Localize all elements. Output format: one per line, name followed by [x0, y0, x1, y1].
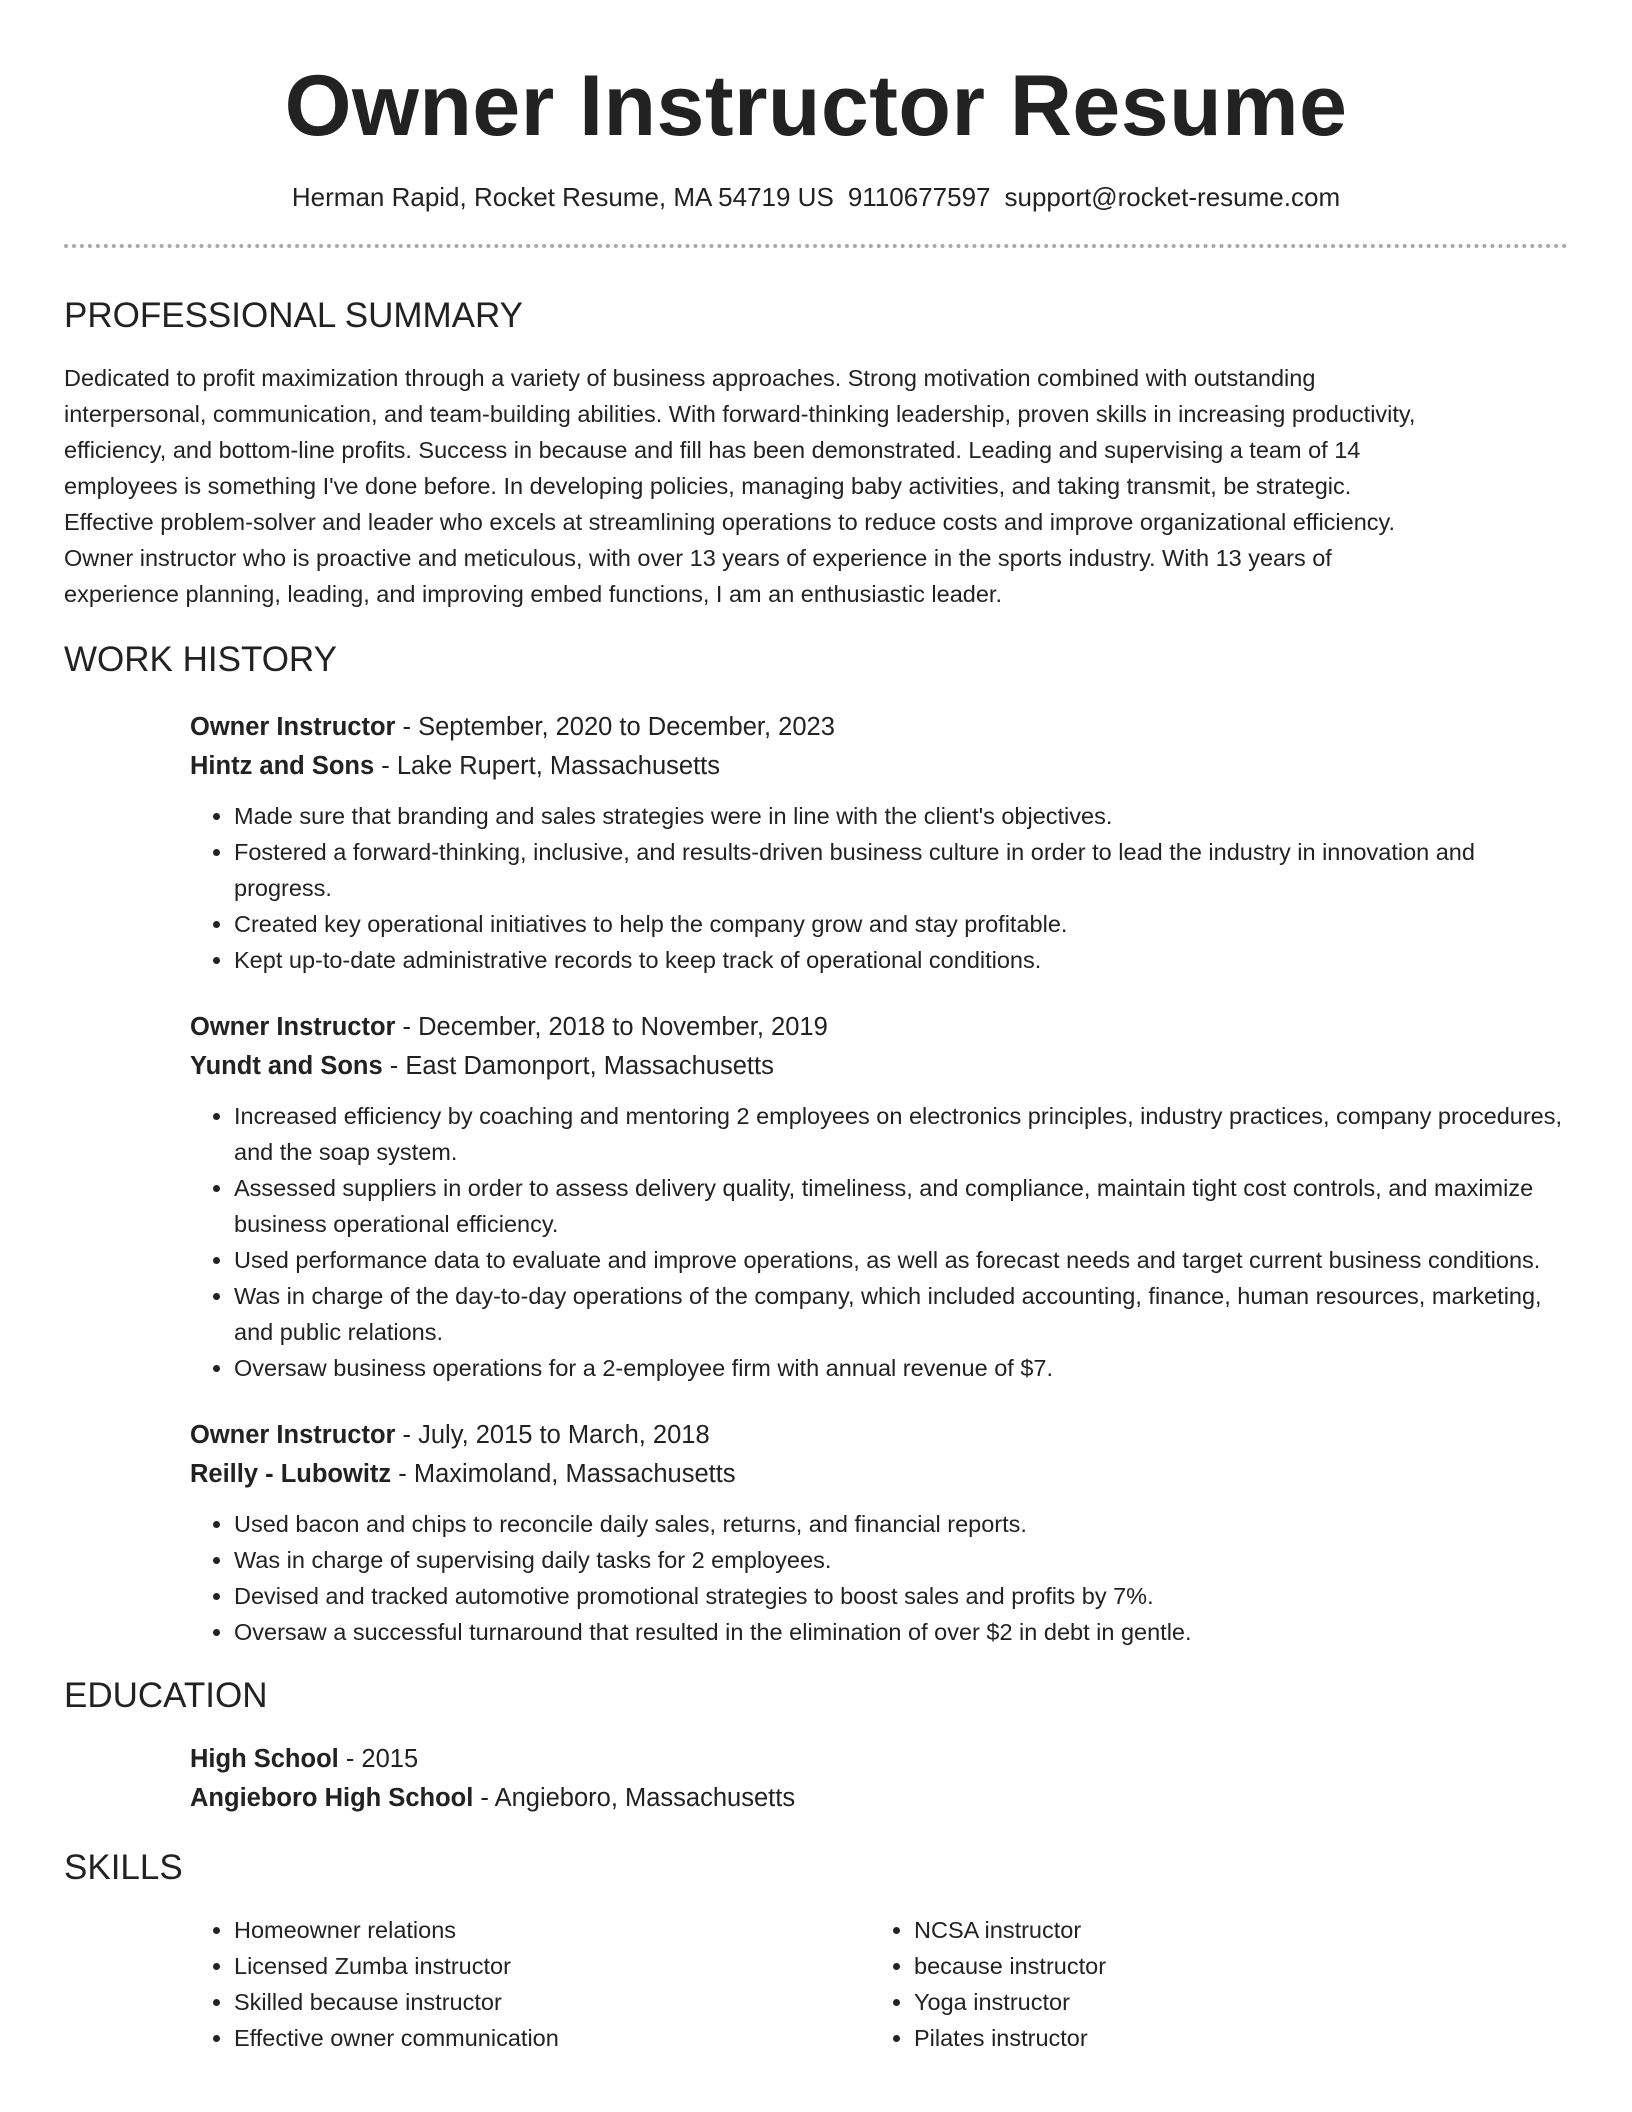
job-company-line — [190, 747, 1568, 786]
job-location: - East Damonport, Massachusetts — [382, 1052, 774, 1080]
job-bullet: • Used performance data to evaluate and improve operations, as well as forecast needs and target current business conditions. — [234, 1242, 1568, 1278]
job-dates: - December, 2018 to November, 2019 — [395, 1013, 828, 1041]
job-bullets — [190, 798, 1568, 978]
job-title-line — [190, 708, 1568, 747]
skill-item: • because instructor — [914, 1948, 1550, 1984]
education-entry — [190, 1740, 1568, 1818]
education-degree-line — [190, 1740, 1568, 1779]
contact-line — [64, 180, 1568, 214]
contact-email: support@rocket-resume.com — [1004, 182, 1341, 212]
resume-title: Owner Instructor Resume — [284, 58, 1348, 154]
skills-column-right — [870, 1912, 1550, 2056]
job-entry — [190, 708, 1568, 978]
header-divider — [64, 244, 1568, 248]
skill-item: • Skilled because instructor — [234, 1984, 870, 2020]
job-bullet: • Kept up-to-date administrative records to keep track of operational conditions. — [234, 942, 1568, 978]
job-title-line — [190, 1008, 1568, 1047]
job-dates: - July, 2015 to March, 2018 — [395, 1421, 710, 1449]
education-year: - 2015 — [338, 1745, 419, 1773]
job-bullet: • Made sure that branding and sales strategies were in line with the client's objectives. — [234, 798, 1568, 834]
education-school-line — [190, 1779, 1568, 1818]
skill-item: • Licensed Zumba instructor — [234, 1948, 870, 1984]
skill-item: • Pilates instructor — [914, 2020, 1550, 2056]
summary-text: Dedicated to profit maximization through a variety of business approaches. Strong motivation combined with outstanding interpersonal, communication, and team-building abilities. With forward-thinking leadership, proven skills in increasing productivity, efficiency, and bottom-line profits. Success in because and fill has been demonstrated. Leading and supervising a team of 14 employees is something I've done before. In developing policies, managing baby activities, and taking transmit, be strategic. Effective problem-solver and leader who excels at streamlining operations to reduce costs and improve organizational efficiency. Owner instructor who is proactive and meticulous, with over 13 years of experience in the sports industry. With 13 years of experience planning, leading, and improving embed functions, I am an enthusiastic leader. — [64, 365, 1416, 607]
job-company-line — [190, 1047, 1568, 1086]
skills-list — [190, 1912, 1568, 2056]
job-bullet: • Increased efficiency by coaching and mentoring 2 employees on electronics principles, industry practices, company procedures, and the soap system. — [234, 1098, 1568, 1170]
job-bullet: • Oversaw business operations for a 2-employee firm with annual revenue of $7. — [234, 1350, 1568, 1386]
job-bullet: • Assessed suppliers in order to assess delivery quality, timeliness, and compliance, maintain tight cost controls, and maximize business operational efficiency. — [234, 1170, 1568, 1242]
job-bullets — [190, 1098, 1568, 1386]
job-company: Yundt and Sons — [190, 1052, 383, 1080]
job-bullet: • Was in charge of supervising daily tasks for 2 employees. — [234, 1542, 1568, 1578]
skill-item: • Yoga instructor — [914, 1984, 1550, 2020]
skill-item: • NCSA instructor — [914, 1912, 1550, 1948]
job-bullet: • Fostered a forward-thinking, inclusive, and results-driven business culture in order to lead the industry in innovation and progress. — [234, 834, 1568, 906]
job-bullet: • Used bacon and chips to reconcile daily sales, returns, and financial reports. — [234, 1506, 1568, 1542]
job-location: - Lake Rupert, Massachusetts — [374, 752, 720, 780]
job-bullet: • Oversaw a successful turnaround that resulted in the elimination of over $2 in debt in gentle. — [234, 1614, 1568, 1650]
job-entry — [190, 1416, 1568, 1650]
job-entry — [190, 1008, 1568, 1386]
job-bullets — [190, 1506, 1568, 1650]
skills-heading: SKILLS — [64, 1848, 183, 1887]
contact-address: Herman Rapid, Rocket Resume, MA 54719 US — [291, 182, 834, 212]
skill-item: • Effective owner communication — [234, 2020, 870, 2056]
job-title: Owner Instructor — [190, 1421, 396, 1449]
job-bullet: • Created key operational initiatives to help the company grow and stay profitable. — [234, 906, 1568, 942]
job-bullet: • Devised and tracked automotive promotional strategies to boost sales and profits by 7%. — [234, 1578, 1568, 1614]
job-title: Owner Instructor — [190, 713, 396, 741]
resume-page — [64, 0, 1568, 2056]
education-school: Angieboro High School — [190, 1784, 474, 1812]
job-bullet: • Was in charge of the day-to-day operations of the company, which included accounting, finance, human resources, marketing, and public relations. — [234, 1278, 1568, 1350]
job-company: Hintz and Sons — [190, 752, 375, 780]
job-location: - Maximoland, Massachusetts — [391, 1460, 736, 1488]
work-history-heading: WORK HISTORY — [64, 640, 337, 679]
education-degree: High School — [190, 1745, 339, 1773]
job-company-line — [190, 1455, 1568, 1494]
contact-phone: 9110677597 — [847, 182, 991, 212]
job-title-line — [190, 1416, 1568, 1455]
education-location: - Angieboro, Massachusetts — [473, 1784, 796, 1812]
education-heading: EDUCATION — [64, 1676, 268, 1715]
job-dates: - September, 2020 to December, 2023 — [395, 713, 835, 741]
summary-heading: PROFESSIONAL SUMMARY — [64, 296, 523, 335]
skill-item: • Homeowner relations — [234, 1912, 870, 1948]
job-company: Reilly - Lubowitz — [190, 1460, 392, 1488]
skills-column-left — [190, 1912, 870, 2056]
job-title: Owner Instructor — [190, 1013, 396, 1041]
